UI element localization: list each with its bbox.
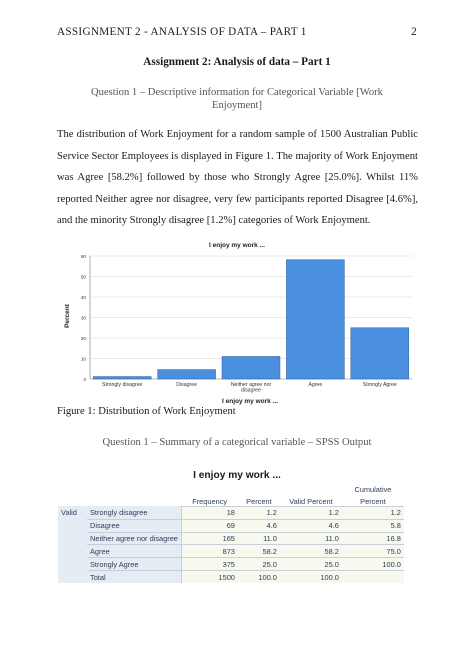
chart-title: I enjoy my work ... [209, 242, 265, 249]
cell-frequency: 69 [181, 519, 238, 532]
cell-percent: 58.2 [238, 545, 280, 558]
row-group-label: Valid [58, 506, 87, 519]
table-row [58, 558, 404, 571]
cell-valid-percent: 58.2 [280, 545, 342, 558]
cell-percent: 25.0 [238, 558, 280, 571]
chart-x-tick-label: disagree [241, 387, 261, 394]
row-label: Strongly Agree [87, 558, 181, 571]
work-enjoyment-bar-chart [57, 236, 418, 408]
figure-caption: Figure 1: Distribution of Work Enjoyment [57, 406, 236, 417]
chart-y-axis-label: Percent [64, 304, 71, 328]
table-row [58, 532, 404, 545]
chart-x-tick-label: Disagree [176, 382, 197, 388]
row-group-label [58, 545, 87, 558]
cell-valid-percent: 100.0 [280, 571, 342, 583]
chart-bar-strongly-agree [351, 328, 409, 379]
table-title: I enjoy my work ... [193, 470, 281, 481]
row-label: Disagree [87, 519, 181, 532]
chart-x-axis-label: I enjoy my work ... [222, 398, 278, 405]
row-label: Strongly disagree [87, 506, 181, 519]
col-header-percent: Percent [238, 494, 280, 506]
cell-valid-percent: 1.2 [280, 506, 342, 519]
cell-frequency: 1500 [181, 571, 238, 583]
chart-bar-strongly-disagree [93, 377, 151, 379]
col-header-cumulative-line2: Percent [342, 494, 404, 506]
cell-cumulative: 16.8 [342, 532, 404, 545]
chart-y-tick-label: 10 [80, 356, 86, 362]
chart-x-tick-label: Agree [308, 382, 323, 388]
page-number: 2 [411, 26, 417, 38]
chart-y-tick-label: 60 [80, 254, 86, 259]
question-1-heading: Question 1 – Descriptive information for Categorical Variable [Work Enjoyment] [91, 87, 383, 111]
row-group-label [58, 532, 87, 545]
cell-valid-percent: 11.0 [280, 532, 342, 545]
cell-percent: 11.0 [238, 532, 280, 545]
running-head [57, 26, 417, 38]
chart-y-tick-label: 40 [80, 295, 86, 300]
chart-y-tick-label: 50 [80, 274, 86, 280]
table-row [58, 506, 404, 519]
col-header-cumulative-line1: Cumulative [354, 484, 392, 494]
cell-frequency: 18 [181, 506, 238, 519]
question-1-summary-heading: Question 1 – Summary of a categorical variable – SPSS Output [102, 437, 372, 448]
chart-x-tick-label: Strongly disagree [102, 382, 143, 388]
chart-bar-disagree [158, 370, 216, 379]
cell-cumulative [342, 571, 404, 583]
cell-frequency: 375 [181, 558, 238, 571]
cell-frequency: 165 [181, 532, 238, 545]
table-row [58, 519, 404, 532]
cell-frequency: 873 [181, 545, 238, 558]
document-title: Assignment 2: Analysis of data – Part 1 [143, 56, 331, 68]
table-header-row-1 [58, 482, 404, 494]
row-label: Total [87, 571, 181, 583]
table-row [58, 571, 404, 583]
cell-cumulative: 5.8 [342, 519, 404, 532]
row-group-label [58, 571, 87, 583]
cell-valid-percent: 25.0 [280, 558, 342, 571]
chart-x-tick-label: Neither agree nor [230, 382, 272, 388]
cell-percent: 100.0 [238, 571, 280, 583]
chart-y-tick-label: 20 [80, 336, 86, 341]
cell-cumulative: 100.0 [342, 558, 404, 571]
cell-valid-percent: 4.6 [280, 519, 342, 532]
row-group-label [58, 558, 87, 571]
cell-cumulative: 75.0 [342, 545, 404, 558]
chart-bar-agree [286, 260, 344, 379]
chart-y-tick-label: 0 [83, 377, 86, 382]
running-head-text: ASSIGNMENT 2 - ANALYSIS OF DATA – PART 1 [57, 26, 307, 38]
col-header-frequency: Frequency [181, 494, 238, 506]
cell-percent: 1.2 [238, 506, 280, 519]
cell-cumulative: 1.2 [342, 506, 404, 519]
row-group-label [58, 519, 87, 532]
frequency-table [58, 482, 404, 583]
table-header-row-2 [58, 494, 404, 506]
chart-x-tick-label: Strongly Agree [362, 382, 397, 388]
row-label: Agree [87, 545, 181, 558]
cell-percent: 4.6 [238, 519, 280, 532]
row-label: Neither agree nor disagree [87, 532, 181, 545]
table-row [58, 545, 404, 558]
chart-y-tick-label: 30 [80, 315, 86, 321]
col-header-valid-percent: Valid Percent [280, 494, 342, 506]
chart-bar-neither-agree-nor-disagree [222, 356, 280, 379]
body-paragraph: The distribution of Work Enjoyment for a random sample of 1500 Australian Public Service Sector Employees is displayed in Figure 1. The majority of Work Enjoyment was Agree [58.2%] followed by those who Strongly Agree [25.0%]. Whilst 11% reported Neither agree nor disagree, very few participants reported Disagree [4.6%], and the minority Strongly disagree [1.2%] categories of Work Enjoyment. [57, 129, 418, 226]
